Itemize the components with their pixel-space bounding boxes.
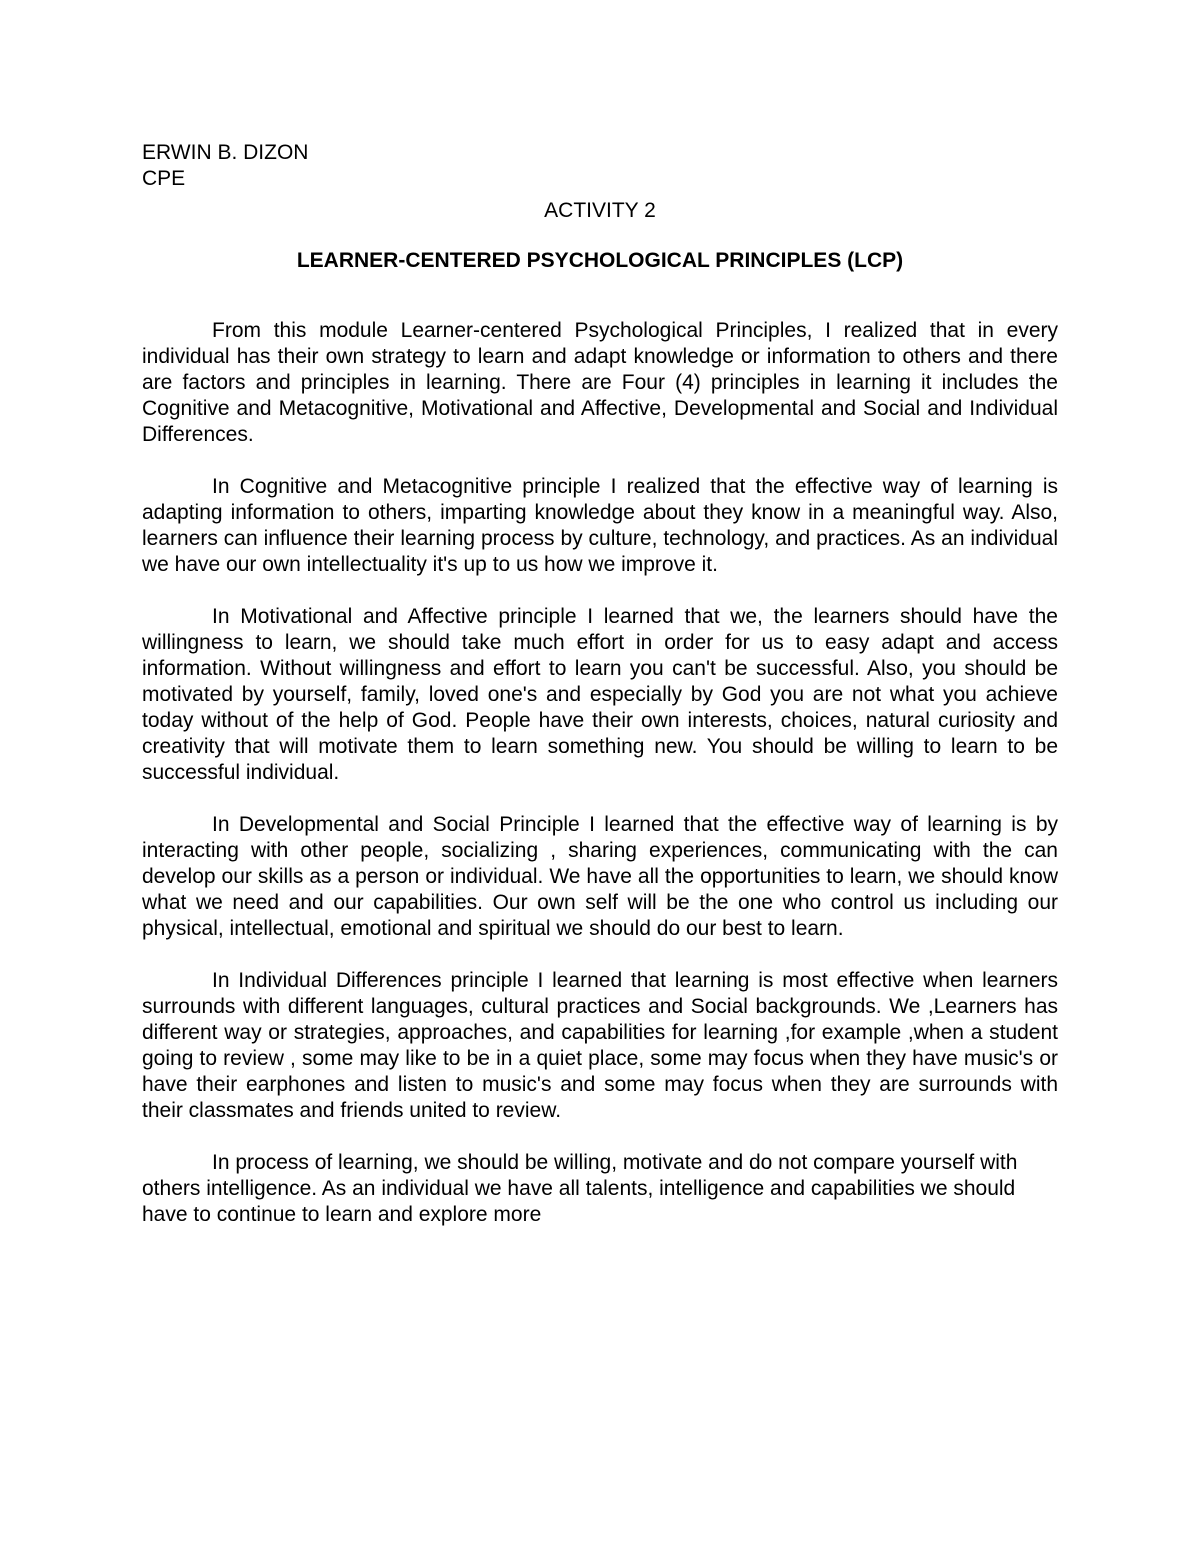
paragraph-cognitive: In Cognitive and Metacognitive principle I realized that the effective way of learning is adapting information to others, imparting knowledge about they know in a meaningful way. Also, learners can influence their learning process by culture, technology, and practices. As an individual we have our own intellectuality it's up to us how we improve it. — [142, 475, 1058, 576]
activity-label: ACTIVITY 2 — [544, 199, 656, 222]
paragraph-motivational: In Motivational and Affective principle I learned that we, the learners should have the willingness to learn, we should take much effort in order for us to easy adapt and access information. Without willingness and effort to learn you can't be successful. Also, you should be motivated by yourself, family, loved one's and especially by God you are not what you achieve today without of the help of God. People have their own interests, choices, natural curiosity and creativity that will motivate them to learn something new. You should be willing to learn to be successful individual. — [142, 605, 1058, 784]
paragraph-intro: From this module Learner-centered Psychological Principles, I realized that in every individual has their own strategy to learn and adapt knowledge or information to others and there are factors and principles in learning. There are Four (4) principles in learning it includes the Cognitive and Metacognitive, Motivational and Affective, Developmental and Social and Individual Differences. — [142, 319, 1058, 446]
paragraph-conclusion: In process of learning, we should be willing, motivate and do not compare yourself with others intelligence. As an individual we have all talents, intelligence and capabilities we should have to continue to learn and explore more — [142, 1151, 1018, 1226]
document-content — [142, 140, 1058, 1254]
author-name: ERWIN B. DIZON — [142, 141, 309, 164]
course-code: CPE — [142, 167, 186, 190]
document-title: LEARNER-CENTERED PSYCHOLOGICAL PRINCIPLES (LCP) — [296, 249, 904, 272]
paragraph-individual-differences: In Individual Differences principle I learned that learning is most effective when learners surrounds with different languages, cultural practices and Social backgrounds. We ,Learners has different way or strategies, approaches, and capabilities for learning ,for example ,when a student going to review , some may like to be in a quiet place, some may focus when they have music's or have their earphones and listen to music's and some may focus when they are surrounds with their classmates and friends united to review. — [142, 969, 1058, 1122]
document-body — [142, 318, 1058, 1228]
paragraph-developmental: In Developmental and Social Principle I learned that the effective way of learning is by interacting with other people, socializing , sharing experiences, communicating with the can develop our skills as a person or individual. We have all the opportunities to learn, we should know what we need and our capabilities. Our own self will be the one who control us including our physical, intellectual, emotional and spiritual we should do our best to learn. — [142, 813, 1058, 940]
